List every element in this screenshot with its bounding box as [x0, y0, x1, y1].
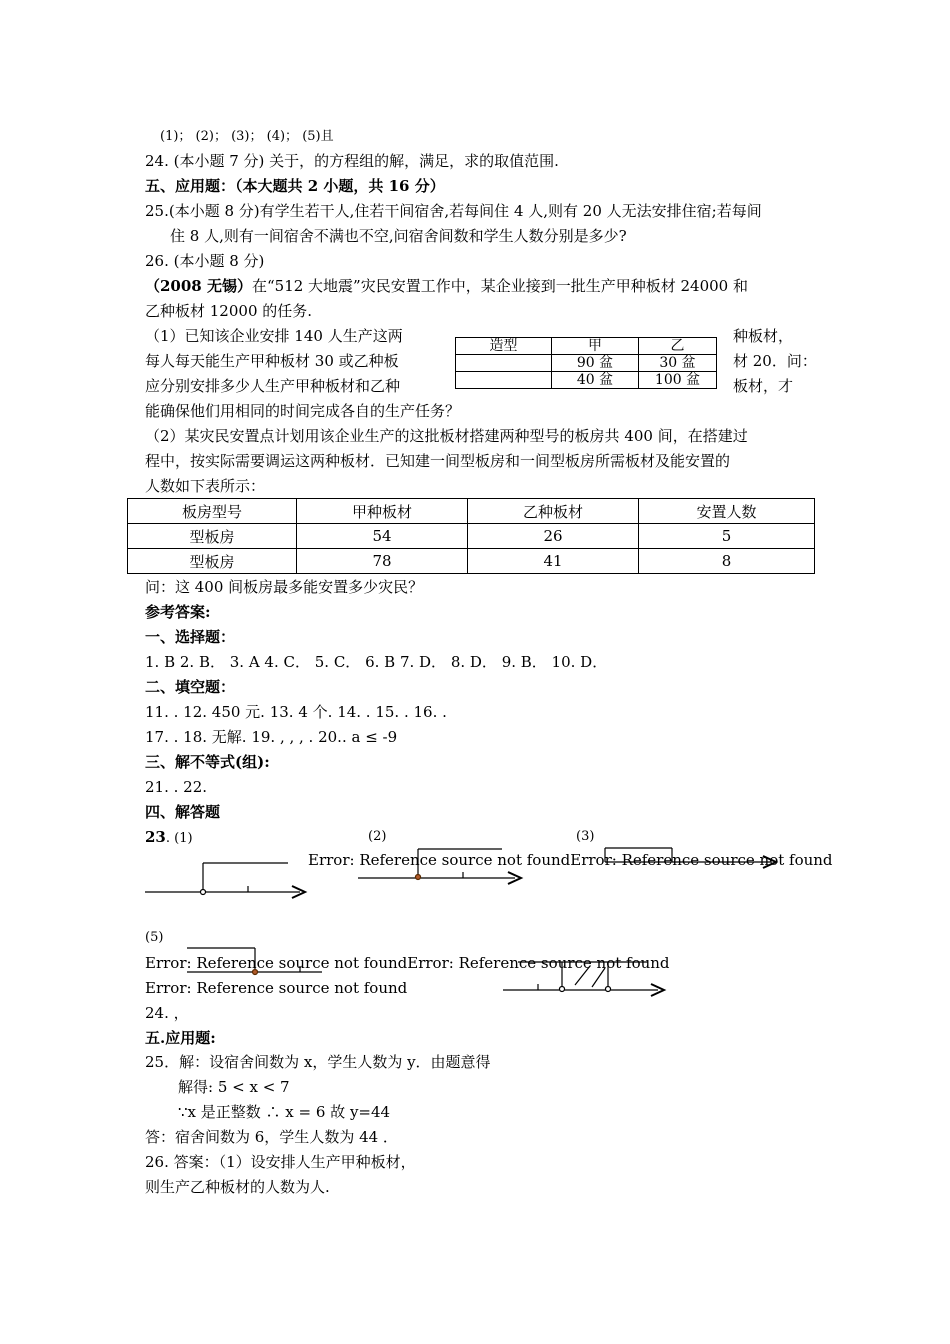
table-cell: 乙: [639, 338, 717, 355]
answer-23-number: 23: [145, 828, 166, 846]
error-text-2: Error: Reference source not foundError: Reference source not found: [145, 954, 670, 972]
section-heading-solve: 四、解答题: [145, 803, 221, 821]
number-line-3: [605, 848, 776, 868]
table-cell: 乙种板材: [468, 499, 639, 524]
table-cell: 78: [297, 549, 468, 574]
section-heading-application: 五、应用题：（本大题共 2 小题，共 16 分）: [145, 177, 445, 195]
problem-26-part2-line2: 程中，按实际需要调运这两种板材．已知建一间型板房和一间型板房所需板材及能安置的: [145, 452, 731, 470]
section-heading-choice: 一、选择题：: [145, 628, 236, 646]
fill-answers-1: 11. . 12. 450 元. 13. 4 个. 14. . 15. . 16. .: [145, 703, 447, 721]
answer-25-line3: ∵x 是正整数 ∴ x = 6 故 y=44: [178, 1103, 391, 1121]
problem-26-part1-line3: 应分别安排多少人生产甲种板材和乙种: [145, 377, 401, 395]
table-cell: 90 盆: [552, 355, 639, 372]
source-label: （2008 无锡）: [145, 277, 252, 295]
answer-26-line1: 26. 答案：（1）设安排人生产甲种板材，: [145, 1153, 416, 1171]
number-line-2: [358, 849, 521, 884]
answer-23-part: . (1): [165, 831, 193, 846]
table-cell: 30 盆: [639, 355, 717, 372]
error-text-1: Error: Reference source not foundError: Reference source not found: [308, 851, 833, 869]
problem-24: 24. (本小题 7 分) 关于，的方程组的解，满足，求的取值范围.: [145, 152, 559, 170]
answer-26-line2: 则生产乙种板材的人数为人.: [145, 1178, 330, 1196]
fill-answers-2: 17. . 18. 无解. 19. , , , . 20.. a ≤ -9: [145, 728, 398, 746]
table-cell: 5: [639, 524, 815, 549]
answer-25-line2: 解得: 5 < x < 7: [178, 1078, 290, 1096]
inequality-answers: 21. . 22.: [145, 778, 208, 796]
section-heading-fill: 二、填空题：: [145, 678, 236, 696]
table-cell: 安置人数: [639, 499, 815, 524]
table-cell: 甲: [552, 338, 639, 355]
problem-25-line2: 住 8 人,则有一间宿舍不满也不空,问宿舍间数和学生人数分别是多少?: [170, 227, 627, 245]
problem-26-part1-line4: 能确保他们用相同的时间完成各自的生产任务？: [145, 402, 461, 420]
problem-26-part1-line2: 每人每天能生产甲种板材 30 或乙种板: [145, 352, 399, 370]
table-cell: 型板房: [128, 524, 297, 549]
problem-26-question: 问：这 400 间板房最多能安置多少灾民？: [145, 578, 424, 596]
table-cell: 板房型号: [128, 499, 297, 524]
table-cell: 100 盆: [639, 372, 717, 389]
problem-26-part1-line1: （1）已知该企业安排 140 人生产这两: [145, 327, 403, 345]
table-cell: 造型: [456, 338, 552, 355]
table-cell: 甲种板材: [297, 499, 468, 524]
section-heading-inequalities: 三、解不等式(组):: [145, 753, 270, 771]
problem-26-text: 在“512 大地震”灾民安置工作中，某企业接到一批生产甲种板材 24000 和: [251, 277, 748, 295]
problem-26-part1-line1-right: 种板材，: [733, 327, 794, 345]
error-text-3: Error: Reference source not found: [145, 979, 408, 997]
section-heading-application-answers: 五.应用题:: [145, 1029, 216, 1047]
problem-26-part1-line2-right: 材 20．问：: [733, 352, 817, 370]
problem-26-part2-line1: （2）某灾民安置点计划用该企业生产的这批板材搭建两种型号的板房共 400 间，在搭建过: [145, 427, 748, 445]
table-cell: 41: [468, 549, 639, 574]
answer-23-part-5: (5): [145, 930, 164, 945]
problem-26-line2: 乙种板材 12000 的任务.: [145, 302, 313, 320]
answer-25-conclusion: 答：宿舍间数为 6，学生人数为 44 ．: [145, 1128, 398, 1146]
problem-26-part2-line3: 人数如下表所示：: [145, 477, 266, 495]
table-cell: 8: [639, 549, 815, 574]
table-cell: 40 盆: [552, 372, 639, 389]
choice-answers: 1. B 2. B． 3. A 4. C． 5. C． 6. B 7. D． 8. D． 9. B． 10. D．: [145, 653, 608, 671]
answer-24: 24. ，: [145, 1004, 189, 1022]
problem-26-part1-line3-right: 板材，才: [733, 377, 794, 395]
table-cell: 型板房: [128, 549, 297, 574]
table-cell: 26: [468, 524, 639, 549]
answer-23-part-2: (2): [368, 829, 387, 844]
answer-25-line1: 25．解：设宿舍间数为 x，学生人数为 y．由题意得: [145, 1053, 491, 1071]
problem-26-heading: 26. (本小题 8 分): [145, 252, 265, 270]
problem-25-line1: 25.(本小题 8 分)有学生若干人,住若干间宿舍,若每间住 4 人,则有 20 人无法安排住宿;若每间: [145, 202, 762, 220]
table-cell: 54: [297, 524, 468, 549]
answer-23-part-3: (3): [576, 829, 595, 844]
solution-labels-22: (1)； (2)； (3)； (4)； (5)且: [160, 129, 334, 144]
answers-heading: 参考答案:: [145, 603, 211, 621]
number-line-1: [145, 863, 305, 898]
